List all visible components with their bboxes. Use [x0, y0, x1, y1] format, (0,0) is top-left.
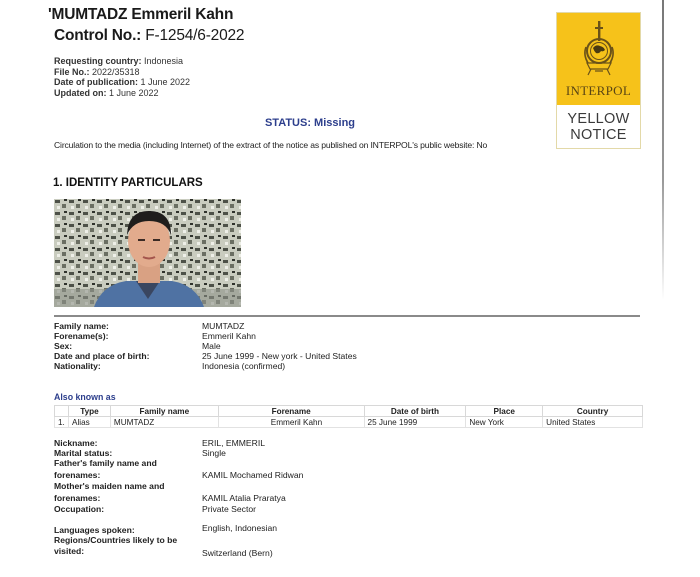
aka-col-index: [55, 406, 69, 417]
occupation-label: Occupation:: [54, 504, 105, 514]
father-name-label: Father's family name and: [54, 458, 157, 468]
meta-value: 1 June 2022: [109, 87, 159, 98]
forenames-label: Forename(s):: [54, 331, 109, 341]
aka-cell-forename: Emmeril Kahn: [218, 417, 364, 428]
aka-cell-type: Alias: [68, 417, 110, 428]
circulation-note: Circulation to the media (including Internet) of the extract of the notice as published on INTERPOL's public website: No: [54, 140, 488, 150]
table-row: [55, 417, 643, 428]
name-prefix: ': [48, 6, 52, 23]
aka-col-family-name: Family name: [110, 406, 218, 417]
aka-header-row: [55, 406, 643, 417]
aka-col-country: Country: [543, 406, 643, 417]
control-value: F-1254/6-2022: [145, 27, 245, 44]
meta-requesting-country: [54, 56, 190, 67]
languages-label: Languages spoken:: [54, 525, 135, 535]
nationality-value: Indonesia (confirmed): [202, 361, 286, 371]
meta-label: File No.:: [54, 66, 90, 77]
notice-type-line2: NOTICE: [570, 127, 627, 143]
aka-col-forename: Forename: [218, 406, 364, 417]
family-name-label: Family name:: [54, 321, 109, 331]
notice-subject-name: [48, 6, 233, 24]
aka-cell-place: New York: [466, 417, 543, 428]
meta-updated-on: [54, 88, 190, 99]
family-name-value: MUMTADZ: [202, 321, 245, 331]
status-badge: STATUS: Missing: [264, 117, 356, 129]
aka-col-place: Place: [466, 406, 543, 417]
meta-file-no: [54, 67, 190, 78]
sex-value: Male: [202, 341, 221, 351]
nationality-label: Nationality:: [54, 361, 101, 371]
mother-name-value: KAMIL Atalia Praratya: [202, 493, 286, 503]
mother-name-label: Mother's maiden name and: [54, 481, 165, 491]
nickname-label: Nickname:: [54, 438, 98, 448]
father-name-value: KAMIL Mochamed Ridwan: [202, 470, 304, 480]
aka-title: Also known as: [54, 392, 116, 402]
languages-value: English, Indonesian: [202, 523, 278, 533]
aka-cell-dob: 25 June 1999: [364, 417, 466, 428]
notice-type-line1: YELLOW: [567, 111, 630, 127]
subject-name: MUMTADZ Emmeril Kahn: [51, 6, 234, 23]
forenames-value: Emmeril Kahn: [202, 331, 256, 341]
birth-value: 25 June 1999 - New york - United States: [202, 351, 357, 361]
occupation-value: Private Sector: [202, 504, 256, 514]
meta-label: Date of publication:: [54, 77, 138, 87]
marital-status-label: Marital status:: [54, 448, 113, 458]
aka-col-dob: Date of birth: [364, 406, 466, 417]
aka-cell-country: United States: [543, 417, 643, 428]
control-number: [54, 27, 244, 45]
regions-label: Regions/Countries likely to be: [54, 535, 178, 545]
nickname-value: ERIL, EMMERIL: [202, 438, 266, 448]
mother-name-label-cont: forenames:: [54, 493, 101, 503]
marital-status-value: Single: [202, 448, 226, 458]
section-divider: [54, 315, 640, 317]
portrait-image: [54, 199, 241, 307]
regions-label-cont: visited:: [54, 546, 85, 556]
aka-col-type: Type: [68, 406, 110, 417]
regions-value: Switzerland (Bern): [202, 548, 273, 558]
section-title: 1. IDENTITY PARTICULARS: [53, 177, 203, 189]
meta-value: Indonesia: [144, 56, 184, 66]
page-edge-shadow: [662, 0, 664, 300]
aka-cell-index: 1.: [55, 417, 69, 428]
father-name-label-cont: forenames:: [54, 470, 101, 480]
meta-label: Updated on:: [54, 87, 107, 98]
logo-yellow-panel: [557, 13, 640, 105]
meta-publication-date: [54, 77, 190, 88]
sex-label: Sex:: [54, 341, 73, 351]
control-label: Control No.:: [54, 27, 142, 44]
subject-photo: [54, 199, 241, 307]
aka-cell-family-name: MUMTADZ: [110, 417, 218, 428]
meta-label: Requesting country:: [54, 56, 142, 66]
aka-table: [54, 405, 643, 428]
logo-org-name: INTERPOL: [565, 83, 632, 98]
meta-value: 1 June 2022: [140, 77, 191, 87]
birth-label: Date and place of birth:: [54, 351, 150, 361]
meta-value: 2022/35318: [92, 66, 140, 77]
notice-metadata: [54, 56, 190, 98]
interpol-emblem-icon: [581, 19, 617, 81]
